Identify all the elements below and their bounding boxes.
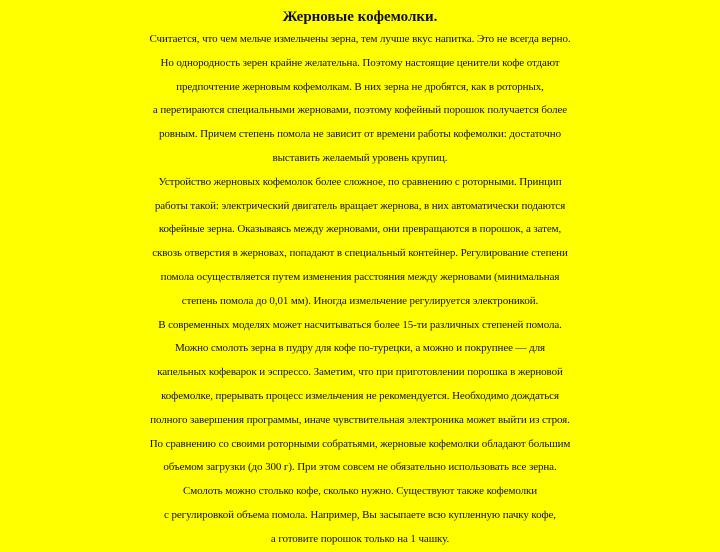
text-line: Считается, что чем мельче измельчены зерна, тем лучше вкус напитка. Это не всегда верно.: [149, 33, 571, 45]
text-line: степень помола до 0,01 мм). Иногда измельчение регулируется электроникой.: [181, 294, 539, 307]
text-line: кофейные зерна. Оказываясь между жерновами, они превращаются в порошок, а затем,: [158, 223, 562, 236]
text-line: объемом загрузки (до 300 г). При этом совсем не обязательно использовать все зерна.: [163, 461, 557, 474]
text-line: выставить желаемый уровень крупиц.: [272, 151, 448, 164]
text-line: В современных моделях может насчитываться более 15-ти различных степеней помола.: [158, 318, 562, 331]
text-line: работы такой: электрический двигатель вращает жернова, в них автоматически подаются: [154, 199, 566, 212]
text-line: кофемолке, прерывать процесс измельчения не рекомендуется. Необходимо дождаться: [161, 389, 559, 402]
slide-body-text: [0, 28, 720, 552]
text-line: По сравнению со своими роторными собратьями, жерновые кофемолки обладают большим: [149, 437, 571, 450]
text-line: с регулировкой объема помола. Например, Вы засыпаете всю купленную пачку кофе,: [164, 508, 556, 521]
text-line: ровным. Причем степень помола не зависит от времени работы кофемолки: достаточно: [158, 128, 561, 141]
slide-title: Жерновые кофемолки.: [282, 9, 438, 25]
text-line: Можно смолоть зерна в пудру для кофе по-турецки, а можно и покрупнее — для: [175, 342, 545, 355]
text-line: капельных кофеварок и эспрессо. Заметим, что при приготовлении порошка в жерновой: [157, 366, 563, 379]
text-line: Устройство жерновых кофемолок более сложное, по сравнению с роторными. Принцип: [158, 175, 562, 188]
text-line: Смолоть можно столько кофе, сколько нужно. Существуют также кофемолки: [182, 485, 538, 498]
text-line: а готовите порошок только на 1 чашку.: [270, 532, 450, 545]
text-line: Но однородность зерен крайне желательна. Поэтому настоящие ценители кофе отдают: [160, 56, 560, 69]
text-line: предпочтение жерновым кофемолкам. В них зерна не дробятся, как в роторных,: [176, 80, 544, 93]
text-line: полного завершения программы, иначе чувствительная электроника может выйти из строя.: [150, 413, 570, 426]
text-line: а перетираются специальными жерновами, поэтому кофейный порошок получается более: [152, 104, 568, 117]
text-line: помола осуществляется путем изменения расстояния между жерновами (минимальная: [160, 270, 560, 283]
text-line: сквозь отверстия в жерновах, попадают в специальный контейнер. Регулирование степени: [152, 247, 568, 260]
